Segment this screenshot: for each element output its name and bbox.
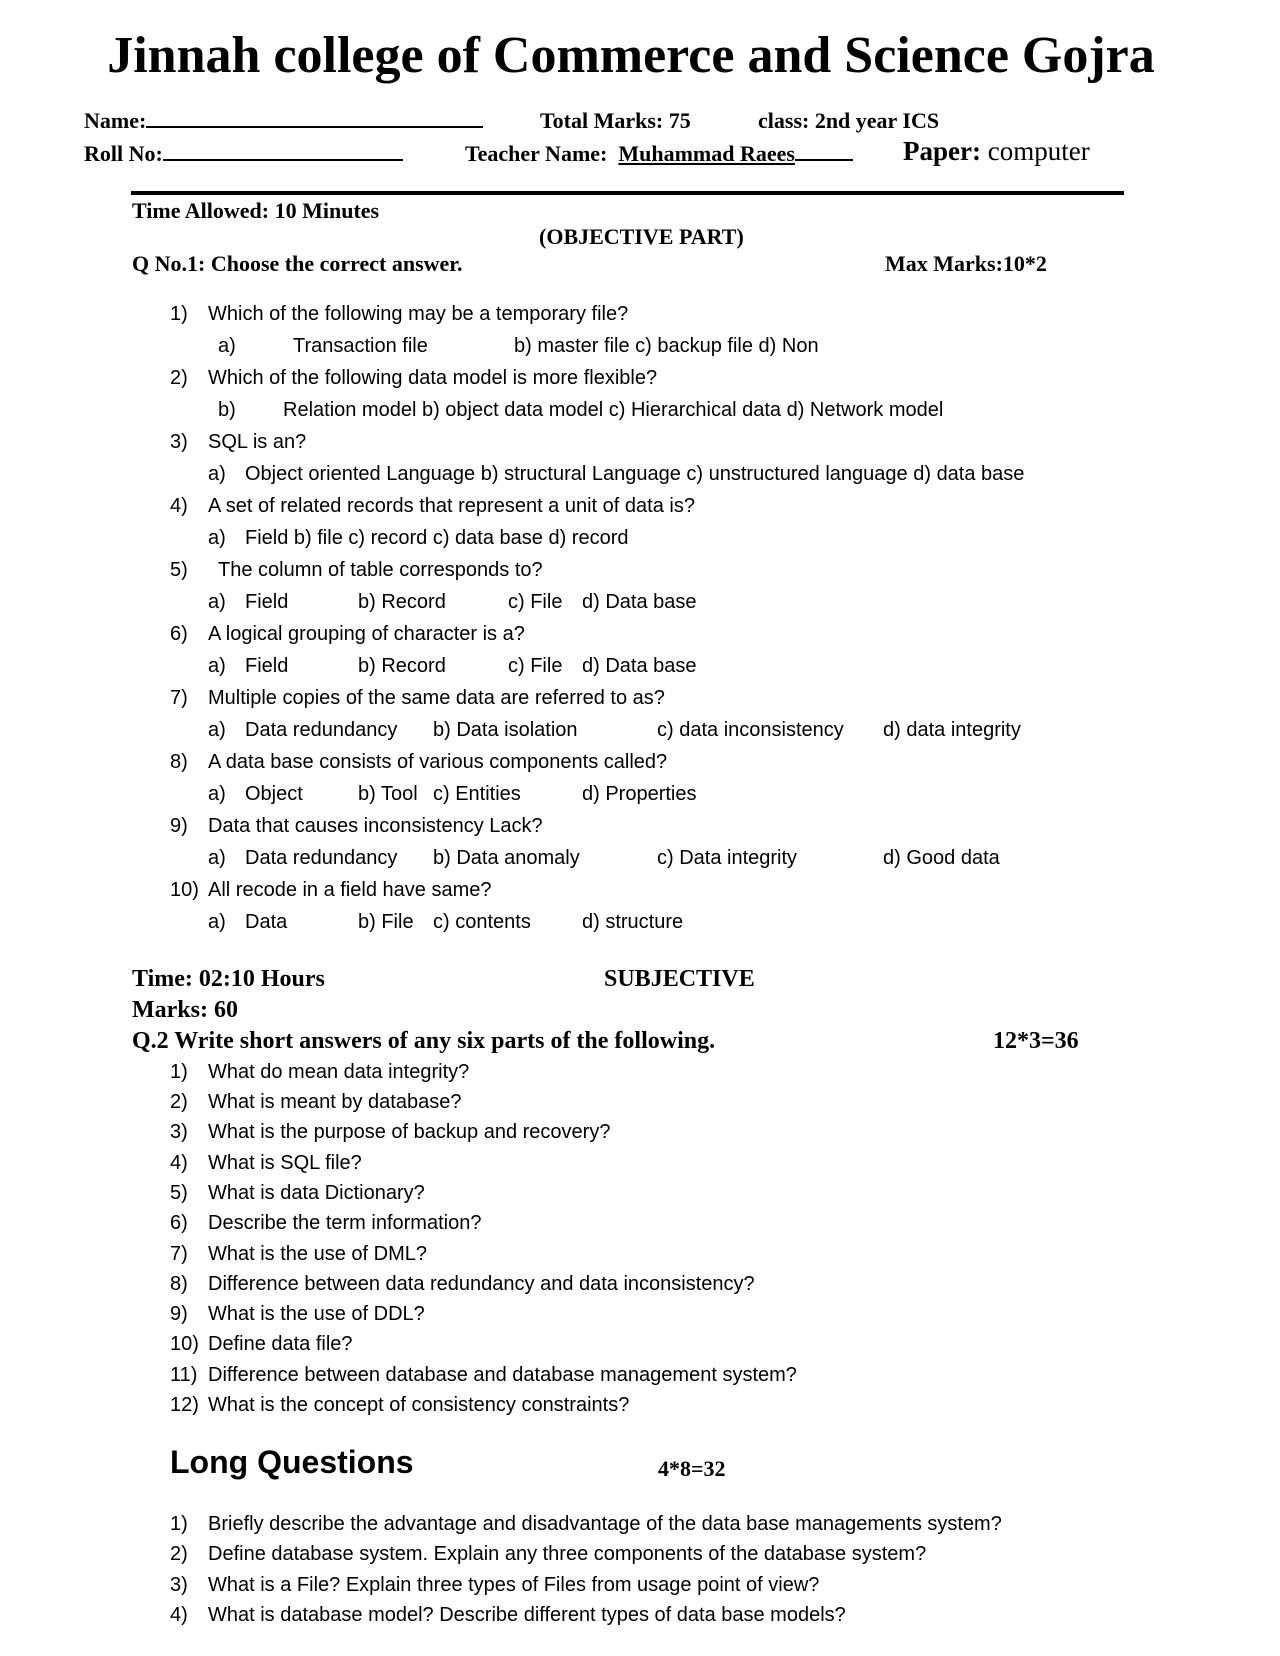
option-marker: b) — [218, 399, 236, 421]
option-marker: a) — [208, 527, 226, 549]
question-text: Which of the following data model is more flexible? — [208, 367, 658, 389]
question-number: 1) — [170, 1513, 188, 1535]
class-info: class: 2nd year ICS — [758, 108, 940, 133]
option-marker: a) — [208, 719, 226, 741]
question-text: Briefly describe the advantage and disadvantage of the data base managements system? — [208, 1513, 1002, 1535]
name-blank[interactable] — [146, 125, 483, 128]
question-text: Data that causes inconsistency Lack? — [208, 815, 543, 837]
option-marker: a) — [208, 911, 226, 933]
question-number: 6) — [170, 623, 188, 645]
subjective-marks: Marks: 60 — [132, 997, 238, 1023]
long-questions-marks: 4*8=32 — [658, 1456, 726, 1481]
long-questions-heading: Long Questions — [170, 1444, 414, 1480]
question-number: 3) — [170, 1121, 188, 1143]
question-text: What is the use of DDL? — [208, 1303, 425, 1325]
option: d) Data base — [582, 591, 697, 613]
option-marker: a) — [208, 591, 226, 613]
question-number: 3) — [170, 1574, 188, 1596]
teacher-blank — [795, 158, 853, 161]
total-marks: Total Marks: 75 — [540, 108, 691, 133]
option: d) Data base — [582, 655, 697, 677]
option: c) data inconsistency — [657, 719, 844, 741]
roll-no-label: Roll No: — [84, 141, 163, 166]
option: b) Data isolation — [433, 719, 578, 741]
objective-part-title: (OBJECTIVE PART) — [539, 224, 744, 249]
option-marker: a) — [208, 783, 226, 805]
question-text: Define database system. Explain any three components of the database system? — [208, 1543, 927, 1565]
option: c) File — [508, 591, 563, 613]
option-marker: a) — [208, 463, 226, 485]
teacher-info — [465, 141, 853, 167]
option: d) structure — [582, 911, 684, 933]
question-number: 11) — [170, 1364, 198, 1386]
teacher-label: Teacher Name: — [465, 141, 608, 166]
paper-label: Paper: — [903, 136, 981, 166]
question-number: 8) — [170, 1273, 188, 1295]
option: Transaction file — [293, 335, 428, 357]
question-number: 1) — [170, 303, 188, 325]
question-number: 8) — [170, 751, 188, 773]
q2-marks: 12*3=36 — [993, 1028, 1079, 1054]
subjective-title: SUBJECTIVE — [604, 966, 755, 992]
header-divider — [131, 191, 1124, 195]
question-text: What is data Dictionary? — [208, 1182, 425, 1204]
option: Data redundancy — [245, 847, 398, 869]
option: b) Record — [358, 655, 446, 677]
question-number: 4) — [170, 495, 188, 517]
q1-max-marks: Max Marks:10*2 — [885, 251, 1047, 276]
option: Data — [245, 911, 288, 933]
option: Object — [245, 783, 303, 805]
option: c) File — [508, 655, 563, 677]
option: Object oriented Language b) structural Language c) unstructured language d) data base — [245, 463, 1025, 485]
name-label: Name: — [84, 108, 147, 133]
roll-no-field[interactable] — [84, 141, 403, 167]
question-text: A data base consists of various components called? — [208, 751, 668, 773]
option: d) Good data — [883, 847, 1000, 869]
page-title: Jinnah college of Commerce and Science Gojra — [107, 27, 1155, 84]
option: Field — [245, 655, 289, 677]
question-text: A set of related records that represent a unit of data is? — [208, 495, 695, 517]
option: d) Properties — [582, 783, 697, 805]
option: Data redundancy — [245, 719, 398, 741]
question-number: 4) — [170, 1604, 188, 1626]
question-text: What is the use of DML? — [208, 1243, 427, 1265]
question-number: 5) — [170, 559, 188, 581]
question-text: What is database model? Describe different types of data base models? — [208, 1604, 846, 1626]
q1-instruction: Q No.1: Choose the correct answer. — [132, 251, 463, 276]
question-number: 10) — [170, 879, 199, 901]
question-text: What is a File? Explain three types of Files from usage point of view? — [208, 1574, 820, 1596]
roll-no-blank[interactable] — [163, 158, 403, 161]
option: d) data integrity — [883, 719, 1021, 741]
question-text: What do mean data integrity? — [208, 1061, 470, 1083]
paper-info — [903, 136, 1090, 167]
time-allowed: Time Allowed: 10 Minutes — [132, 198, 380, 223]
question-number: 3) — [170, 431, 188, 453]
question-text: Which of the following may be a temporary file? — [208, 303, 629, 325]
question-text: Multiple copies of the same data are referred to as? — [208, 687, 665, 709]
question-text: All recode in a field have same? — [208, 879, 492, 901]
question-number: 12) — [170, 1394, 199, 1416]
option: b) Data anomaly — [433, 847, 580, 869]
question-number: 4) — [170, 1152, 188, 1174]
option-marker: a) — [218, 335, 236, 357]
question-number: 10) — [170, 1333, 199, 1355]
option: b) master file c) backup file d) Non — [514, 335, 819, 357]
question-text: Define data file? — [208, 1333, 353, 1355]
paper-value: computer — [987, 136, 1090, 166]
question-number: 2) — [170, 1091, 188, 1113]
option: b) Record — [358, 591, 446, 613]
question-text: SQL is an? — [208, 431, 307, 453]
question-text: What is the purpose of backup and recovery? — [208, 1121, 611, 1143]
question-number: 2) — [170, 1543, 188, 1565]
question-text: Difference between data redundancy and data inconsistency? — [208, 1273, 755, 1295]
option: c) Entities — [433, 783, 521, 805]
option: c) Data integrity — [657, 847, 798, 869]
question-number: 5) — [170, 1182, 188, 1204]
name-field[interactable] — [84, 108, 483, 134]
option: b) File — [358, 911, 414, 933]
teacher-name: Muhammad Raees — [618, 141, 795, 166]
subjective-time: Time: 02:10 Hours — [132, 966, 325, 992]
option-marker: a) — [208, 655, 226, 677]
option: c) contents — [433, 911, 531, 933]
option: b) Tool — [358, 783, 418, 805]
option: Field — [245, 591, 289, 613]
question-number: 9) — [170, 1303, 188, 1325]
question-number: 6) — [170, 1212, 188, 1234]
question-number: 7) — [170, 687, 188, 709]
question-text: Difference between database and database management system? — [208, 1364, 797, 1386]
question-text: A logical grouping of character is a? — [208, 623, 525, 645]
question-number: 7) — [170, 1243, 188, 1265]
question-number: 9) — [170, 815, 188, 837]
q2-instruction: Q.2 Write short answers of any six parts of the following. — [132, 1028, 716, 1054]
question-text: The column of table corresponds to? — [218, 559, 543, 581]
option: Relation model b) object data model c) Hierarchical data d) Network model — [283, 399, 944, 421]
question-number: 1) — [170, 1061, 188, 1083]
question-text: Describe the term information? — [208, 1212, 482, 1234]
option-marker: a) — [208, 847, 226, 869]
question-text: What is the concept of consistency constraints? — [208, 1394, 630, 1416]
question-text: What is meant by database? — [208, 1091, 462, 1113]
option: Field b) file c) record c) data base d) record — [245, 527, 629, 549]
question-number: 2) — [170, 367, 188, 389]
question-text: What is SQL file? — [208, 1152, 362, 1174]
